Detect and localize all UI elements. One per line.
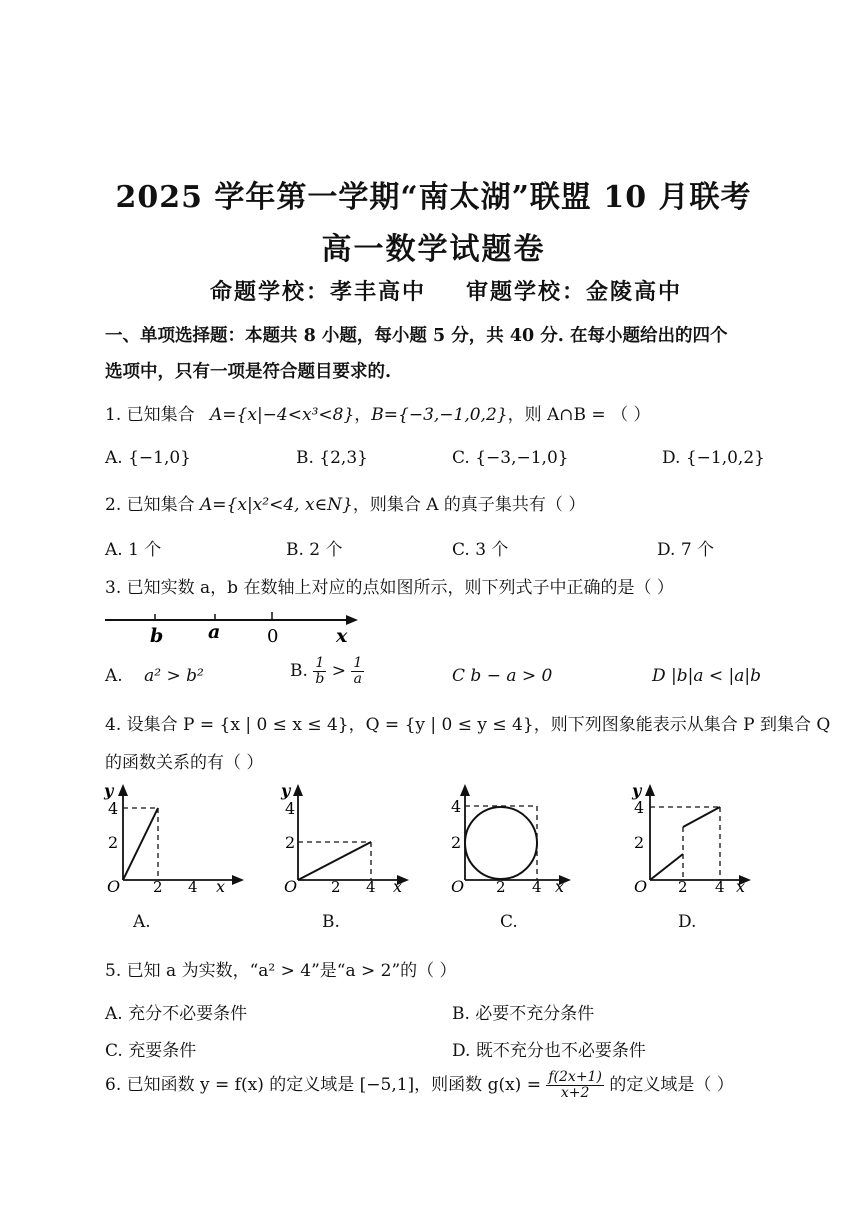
q3-option-a: A. a² > b² bbox=[105, 666, 204, 686]
svg-text:4: 4 bbox=[366, 878, 376, 894]
svg-text:x: x bbox=[393, 877, 403, 894]
exam-subtitle: 高一数学试题卷 bbox=[321, 232, 546, 267]
number-line-figure bbox=[100, 600, 370, 650]
point-a-label: a bbox=[208, 621, 221, 643]
svg-text:2: 2 bbox=[153, 878, 163, 894]
svg-text:2: 2 bbox=[108, 833, 119, 852]
svg-text:y: y bbox=[104, 782, 114, 800]
svg-text:y: y bbox=[632, 782, 642, 800]
svg-text:2: 2 bbox=[331, 878, 341, 894]
question-5: 5. 已知 a 为实数，“a² > 4”是“a > 2”的（ ） bbox=[105, 961, 457, 981]
graph-c-circle bbox=[465, 807, 537, 879]
question-3: 3. 已知实数 a，b 在数轴上对应的点如图所示，则下列式子中正确的是（ ） bbox=[105, 578, 674, 598]
q1-option-b: B. {2,3} bbox=[296, 448, 368, 468]
question-2 bbox=[105, 490, 585, 515]
svg-text:2: 2 bbox=[634, 833, 645, 852]
graph-d-segment-2 bbox=[683, 807, 720, 827]
svg-text:4: 4 bbox=[108, 799, 119, 818]
graph-c-label: C. bbox=[500, 912, 518, 932]
reviewer-school: 审题学校：金陵高中 bbox=[466, 279, 683, 305]
svg-text:2: 2 bbox=[451, 833, 462, 852]
q2-option-a: A. 1 个 bbox=[105, 540, 162, 560]
axis-x-label: x bbox=[336, 625, 348, 647]
q2-option-d: D. 7 个 bbox=[657, 540, 715, 560]
svg-text:2: 2 bbox=[285, 833, 296, 852]
q2-stem-end: ，则集合 A 的真子集共有（ ） bbox=[352, 495, 586, 515]
section-heading-line2: 选项中，只有一项是符合题目要求的. bbox=[105, 362, 392, 382]
q3-option-c: C b − a > 0 bbox=[452, 666, 553, 686]
q1-stem-end: ，则 A∩B = （ ） bbox=[507, 405, 651, 425]
q1-option-d: D. {−1,0,2} bbox=[662, 448, 765, 468]
svg-text:O: O bbox=[634, 877, 648, 894]
question-1: 1. 已知集合 A={x|−4<x³<8}，B={−3,−1,0,2}，则 A∩B = （ ） bbox=[105, 405, 651, 425]
q1-set-b: B={−3,−1,0,2} bbox=[371, 405, 508, 425]
svg-text:2: 2 bbox=[496, 878, 506, 894]
q2-option-c: C. 3 个 bbox=[452, 540, 509, 560]
svg-text:O: O bbox=[451, 877, 465, 894]
svg-text:4: 4 bbox=[451, 797, 462, 816]
svg-text:x: x bbox=[216, 877, 226, 894]
q3-option-b: B. $\frac{1}{b}$ > $\frac{1}{a}$ bbox=[290, 655, 363, 687]
graph-a-label: A. bbox=[133, 912, 151, 932]
graph-c bbox=[445, 782, 595, 894]
proposer-school: 命题学校：孝丰高中 bbox=[210, 279, 427, 305]
graph-b bbox=[273, 782, 423, 894]
svg-text:y: y bbox=[281, 782, 291, 800]
graph-d bbox=[628, 782, 778, 894]
graph-b-label: B. bbox=[322, 912, 340, 932]
q2-stem-start: 2. 已知集合 bbox=[105, 495, 195, 515]
svg-text:4: 4 bbox=[532, 878, 542, 894]
svg-text:4: 4 bbox=[188, 878, 198, 894]
graph-a bbox=[98, 782, 248, 894]
q5-option-b: B. 必要不充分条件 bbox=[452, 1004, 595, 1024]
question-4-line1: 4. 设集合 P = {x | 0 ≤ x ≤ 4}，Q = {y | 0 ≤ y ≤ 4}，则下列图象能表示从集合 P 到集合 Q bbox=[105, 715, 831, 735]
origin-label: 0 bbox=[267, 626, 279, 647]
q6-stem-start: 6. 已知函数 y = f(x) 的定义域是 [−5,1]，则函数 g(x) = bbox=[105, 1075, 541, 1095]
section-heading-line1: 一、单项选择题：本题共 8 小题，每小题 5 分，共 40 分. 在每小题给出的四个 bbox=[105, 326, 728, 346]
number-line-arrow bbox=[346, 615, 358, 625]
svg-text:x: x bbox=[736, 877, 746, 894]
q2-set-a: A={x|x²<4, x∈N} bbox=[200, 495, 353, 515]
graph-d-segment-1 bbox=[650, 854, 683, 880]
svg-text:O: O bbox=[284, 877, 298, 894]
graph-d-label: D. bbox=[678, 912, 697, 932]
q6-fraction: $\frac{f(2x+1)}{x+2}$ bbox=[548, 1069, 602, 1101]
svg-text:2: 2 bbox=[678, 878, 688, 894]
svg-text:4: 4 bbox=[285, 799, 296, 818]
graph-a-line bbox=[123, 808, 158, 880]
exam-title: 2025 学年第一学期“南太湖”联盟 10 月联考 bbox=[115, 180, 752, 215]
q3-option-d: D |b|a < |a|b bbox=[652, 666, 762, 686]
svg-text:O: O bbox=[107, 877, 121, 894]
q1-stem-start: 1. 已知集合 bbox=[105, 405, 195, 425]
school-info bbox=[210, 275, 682, 306]
q1-option-a: A. {−1,0} bbox=[105, 448, 191, 468]
question-4-line2: 的函数关系的有（ ） bbox=[105, 753, 264, 773]
q5-option-d: D. 既不充分也不必要条件 bbox=[452, 1041, 646, 1061]
svg-text:4: 4 bbox=[715, 878, 725, 894]
q6-stem-end: 的定义域是（ ） bbox=[609, 1075, 734, 1095]
svg-text:4: 4 bbox=[634, 798, 645, 817]
svg-text:x: x bbox=[555, 877, 565, 894]
point-b-label: b bbox=[150, 625, 164, 647]
q1-set-a: A={x|−4<x³<8} bbox=[210, 405, 355, 425]
q1-option-c: C. {−3,−1,0} bbox=[452, 448, 569, 468]
question-6 bbox=[105, 1070, 734, 1101]
q5-option-c: C. 充要条件 bbox=[105, 1041, 197, 1061]
graph-b-line bbox=[298, 842, 371, 880]
q2-option-b: B. 2 个 bbox=[286, 540, 343, 560]
q5-option-a: A. 充分不必要条件 bbox=[105, 1004, 248, 1024]
